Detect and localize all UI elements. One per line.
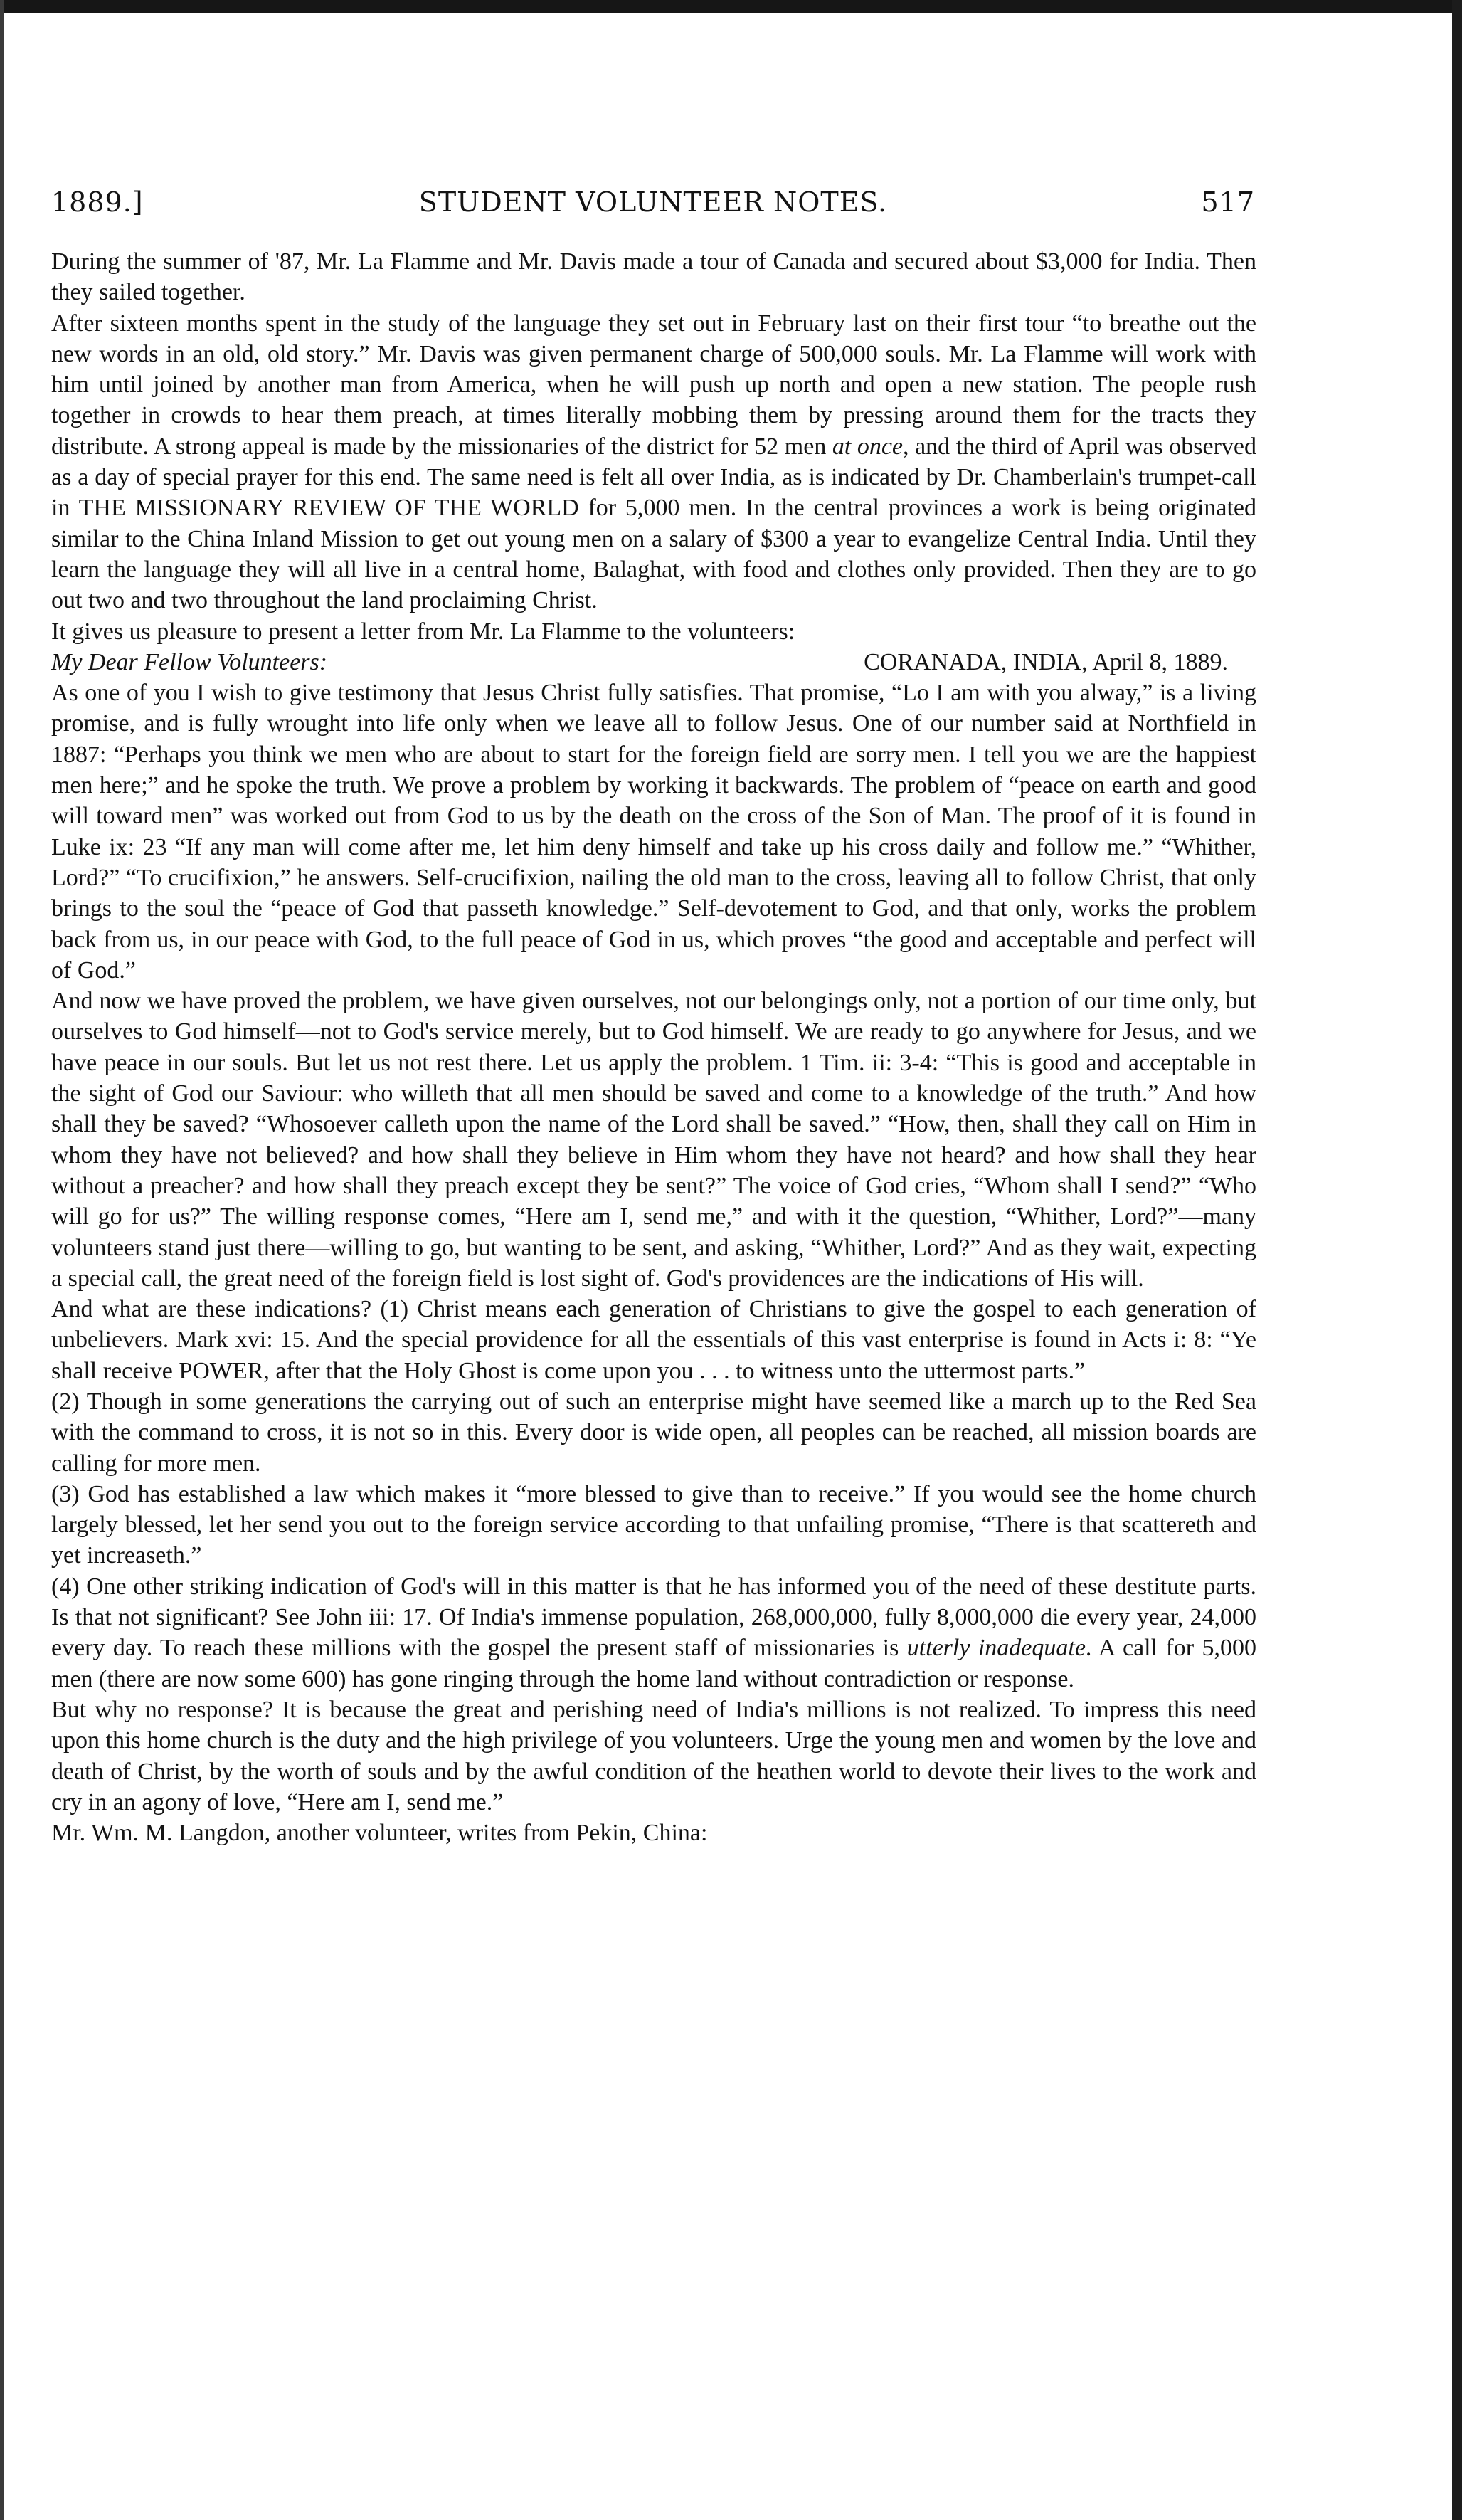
paragraph: (3) God has established a law which makes it “more blessed to give than to receive.” If you would see the home church largely blessed, let her send you out to the foreign service according to that unfailing promise, “There is that scattereth and yet increaseth.” (51, 1480, 1256, 1569)
paragraph: But why no response? It is because the great and perishing need of India's millions is not realized. To impress this need upon this home church is the duty and the high privilege of you volunteers. Urge the young men and women by the love and death of Christ, by the worth of souls and by the awful condition of the heathen world to devote their lives to the work and cry in an agony of love, “Here am I, send me.” (51, 1696, 1256, 1815)
paragraph: After sixteen months spent in the study of the language they set out in February last on their first tour “to breathe out the new words in an old, old story.” Mr. Davis was given permanent charge of 500,000 souls. Mr. La Flamme will work with him until joined by another man from America, when he will push up north and open a new station. The people rush together in crowds to hear them preach, at times literally mobbing them by pressing around them for the tracts they distribute. A strong appeal is made by the missionaries of the district for 52 men at once, and the third of April was observed as a day of special prayer for this end. The same need is felt all over India, as is indicated by Dr. Chamberlain's trumpet-call in THE MISSIONARY REVIEW OF THE WORLD for 5,000 men. In the central provinces a work is being originated similar to the China Inland Mission to get out young men on a salary of $300 a year to evangelize Central India. Until they learn the language they will all live in a central home, Balaghat, with food and clothes only provided. Then they are to go out two and two throughout the land proclaiming Christ. (51, 310, 1256, 614)
running-header (51, 186, 1255, 229)
right-border-rule (1452, 0, 1462, 2520)
top-border-rule (0, 0, 1462, 13)
emphasis: utterly inadequate (906, 1635, 1086, 1662)
paragraph: During the summer of '87, Mr. La Flamme and Mr. Davis made a tour of Canada and secured about $3,000 for India. Then they sailed together. (51, 248, 1256, 306)
paragraph: As one of you I wish to give testimony that Jesus Christ fully satisfies. That promise, “Lo I am with you alway,” is a living promise, and is fully wrought into life only when we leave all to follow Jesus. One of our number said at Northfield in 1887: “Perhaps you think we men who are about to start for the foreign field are sorry men. I tell you we are the happiest men here;” and he spoke the truth. We prove a problem by working it backwards. The problem of “peace on earth and good will toward men” was worked out from God to us by the death on the cross of the Son of Man. The proof of it is found in Luke ix: 23 “If any man will come after me, let him deny himself and take up his cross daily and follow me.” “Whither, Lord?” “To crucifixion,” he answers. Self-crucifixion, nailing the old man to the cross, leaving all to follow Christ, that only brings to the soul the “peace of God that passeth knowledge.” Self-devotement to God, and that only, works the problem back from us, in our peace with God, to the full peace of God in us, which proves “the good and acceptable and perfect will of God.” (51, 680, 1256, 984)
letter-dateline: CORANADA, INDIA, April 8, 1889. (864, 648, 1228, 675)
paragraph: And now we have proved the problem, we have given ourselves, not our belongings only, not a portion of our time only, but ourselves to God himself—not to God's service merely, but to God himself. We are ready to go anywhere for Jesus, and we have peace in our souls. But let us not rest there. Let us apply the problem. 1 Tim. ii: 3-4: “This is good and acceptable in the sight of God our Saviour: who willeth that all men should be saved and come to a knowledge of the truth.” And how shall they be saved? “Whosoever calleth upon the name of the Lord shall be saved.” “How, then, shall they call on Him in whom they have not believed? and how shall they believe in Him whom they have not heard? and how shall they hear without a preacher? and how shall they preach except they be sent?” The voice of God cries, “Whom shall I send?” “Who will go for us?” The willing response comes, “Here am I, send me,” and with it the question, “Whither, Lord?”—many volunteers stand just there—willing to go, but wanting to be sent, and asking, “Whither, Lord?” And as they wait, expecting a special call, the great need of the foreign field is lost sight of. God's providences are the indications of His will. (51, 988, 1256, 1292)
paragraph: (2) Though in some generations the carrying out of such an enterprise might have seemed like a march up to the Red Sea with the command to cross, it is not so in this. Every door is wide open, all peoples can be reached, all mission boards are calling for more men. (51, 1388, 1256, 1477)
page-number: 517 (1201, 186, 1255, 218)
paragraph: And what are these indications? (1) Christ means each generation of Christians to give the gospel to each generation of unbelievers. Mark xvi: 15. And the special providence for all the essentials of this vast enterprise is found in Acts i: 8: “Ye shall receive POWER, after that the Holy Ghost is come upon you . . . to witness unto the uttermost parts.” (51, 1296, 1256, 1384)
letter-salutation: My Dear Fellow Volunteers: (51, 648, 328, 675)
header-title: STUDENT VOLUNTEER NOTES. (418, 186, 888, 218)
paragraph: It gives us pleasure to present a letter from Mr. La Flamme to the volunteers: (51, 618, 795, 645)
emphasis: at once (832, 433, 904, 460)
paragraph: Mr. Wm. M. Langdon, another volunteer, writes from Pekin, China: (51, 1820, 708, 1847)
article-body (51, 246, 1256, 1848)
paragraph: (4) One other striking indication of God's will in this matter is that he has informed you of the need of these destitute parts. Is that not significant? See John iii: 17. Of India's immense population, 268,000,000, fully 8,000,000 die every year, 24,000 every day. To reach these millions with the gospel the present staff of missionaries is utterly inadequate. A call for 5,000 men (there are now some 600) has gone ringing through the home land without contradiction or response. (51, 1573, 1256, 1692)
header-year: 1889.] (51, 186, 144, 218)
letter-heading (51, 647, 1256, 678)
left-edge-shadow (0, 0, 4, 2520)
